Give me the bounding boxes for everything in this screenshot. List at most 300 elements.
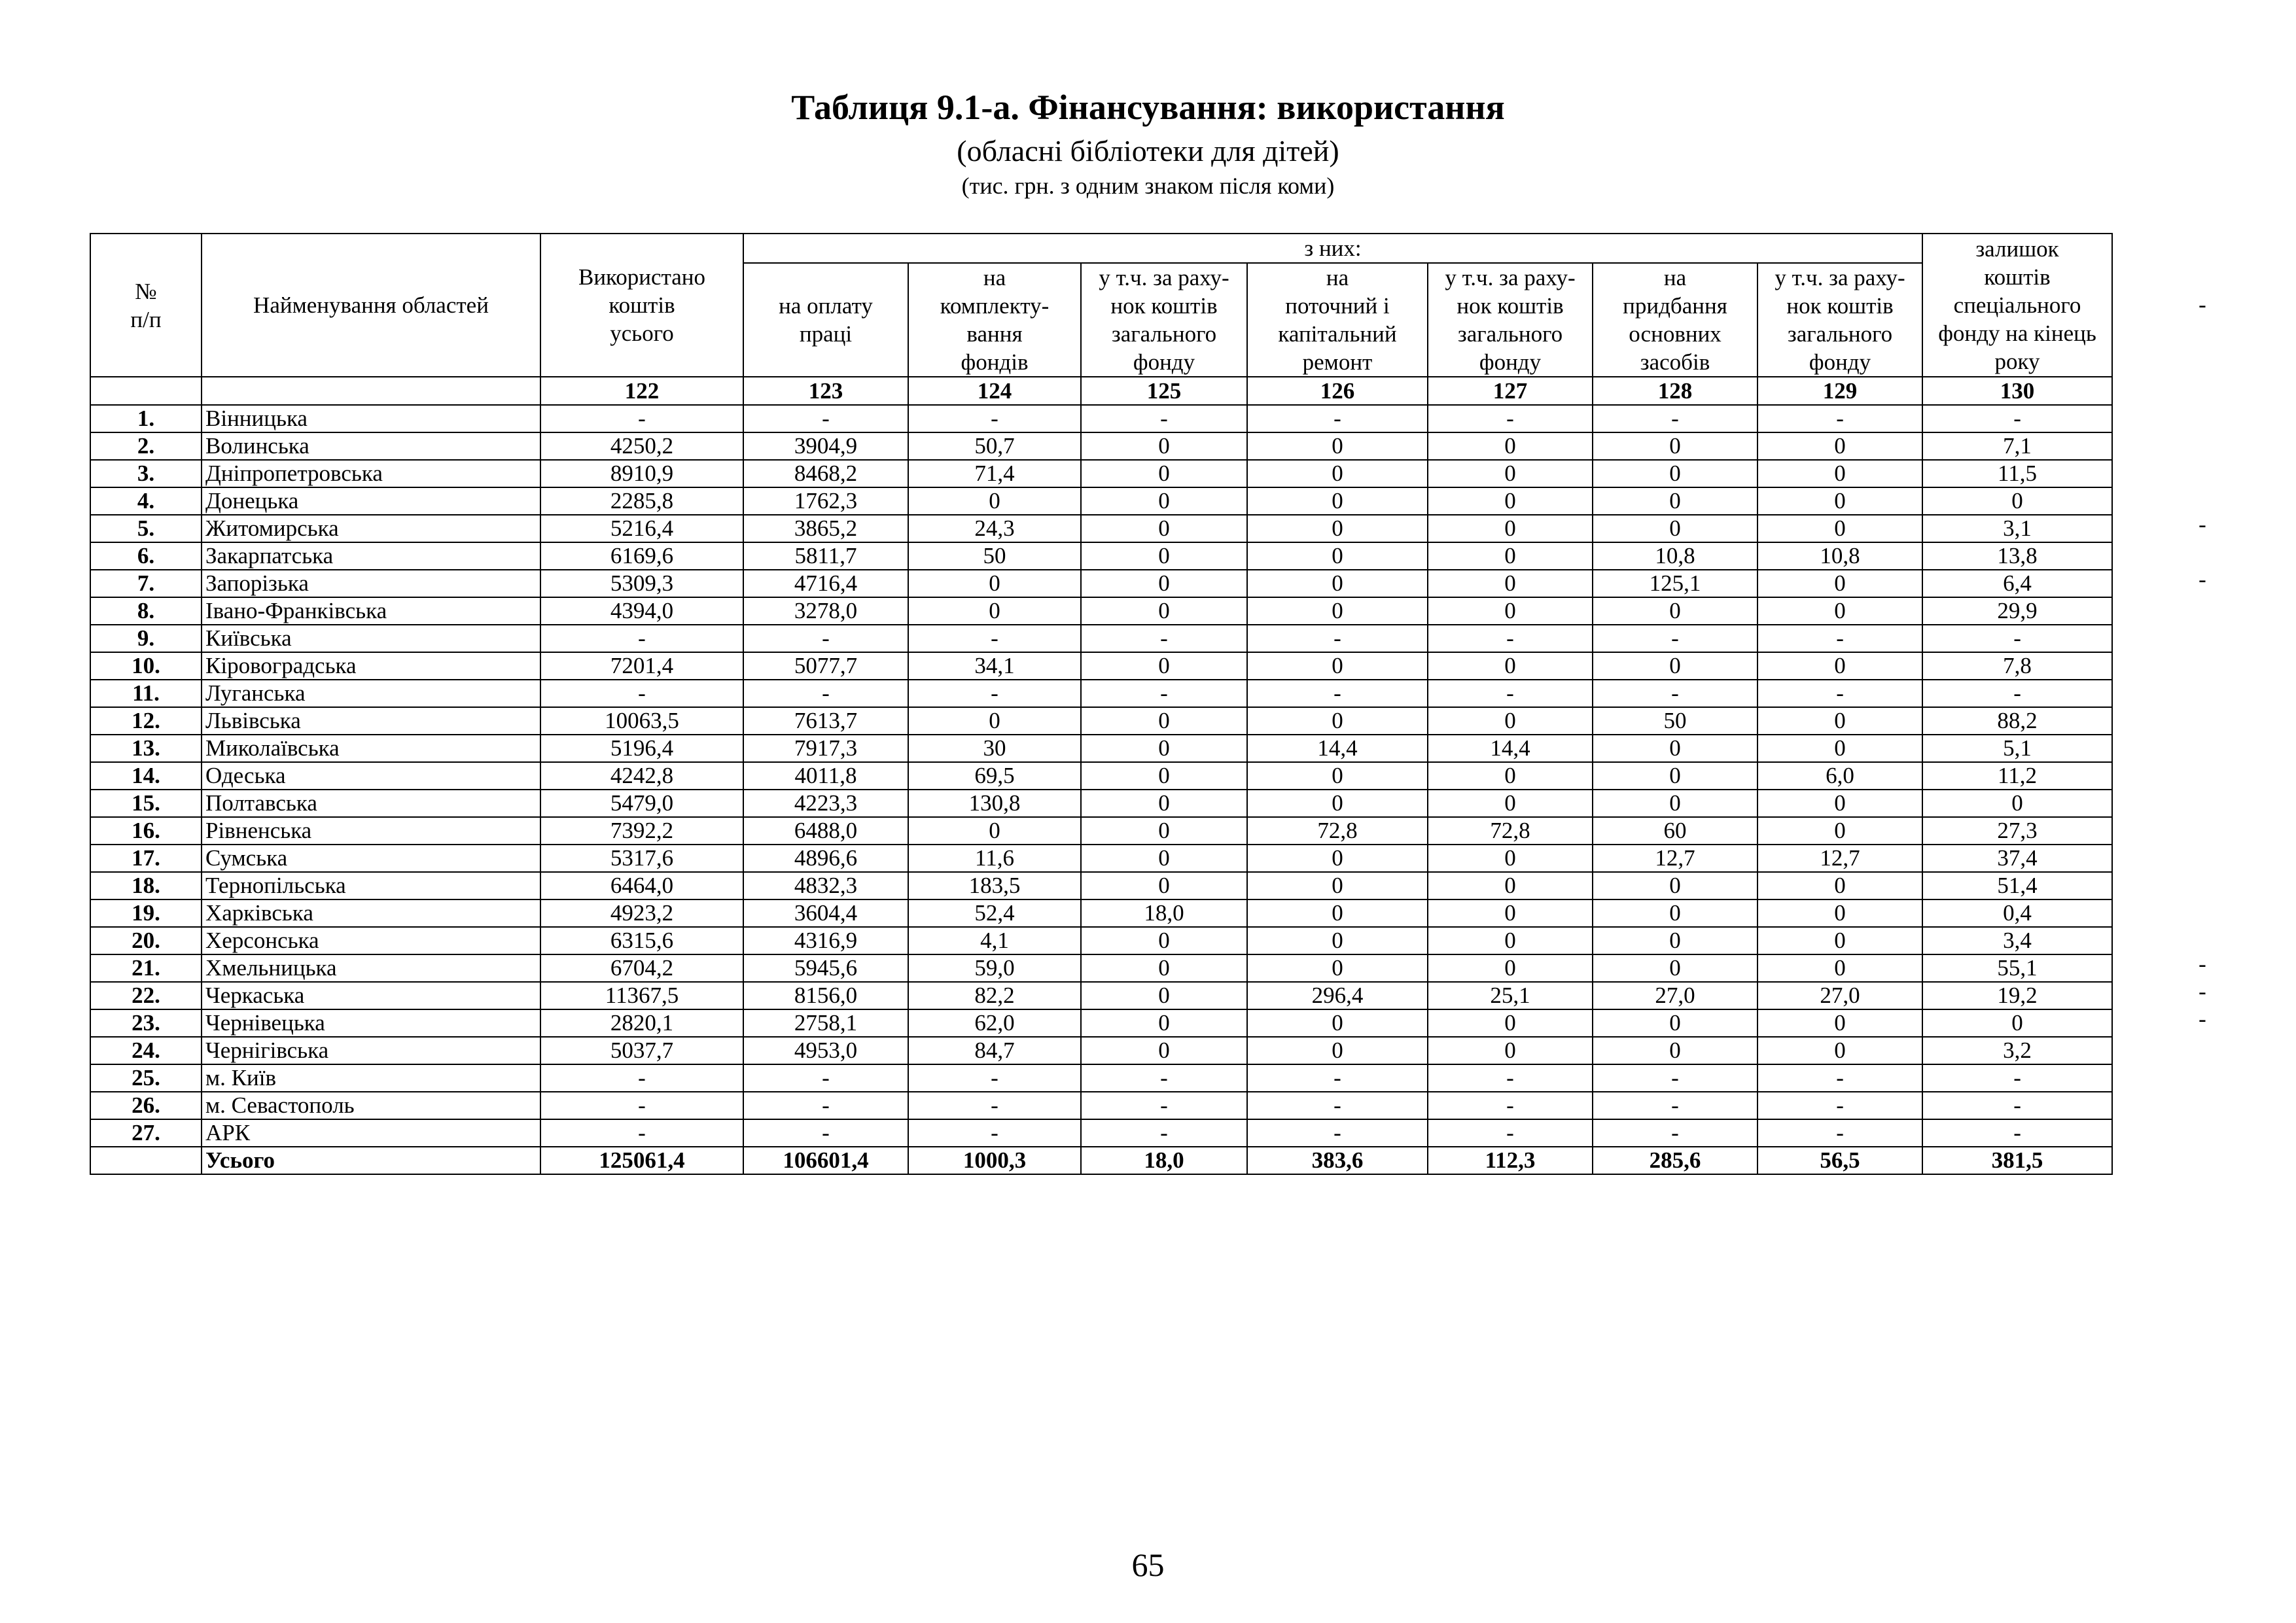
value-cell: 130,8 xyxy=(908,790,1081,817)
value-cell: 27,3 xyxy=(1922,817,2112,845)
value-cell: - xyxy=(1757,1064,1922,1092)
value-cell: - xyxy=(1081,680,1247,707)
table-row xyxy=(90,735,2112,762)
value-cell: 6,0 xyxy=(1757,762,1922,790)
region-name: Одеська xyxy=(202,762,540,790)
value-cell: 0 xyxy=(1757,570,1922,597)
header-assets-general xyxy=(1757,263,1922,377)
value-cell: 11,5 xyxy=(1922,460,2112,487)
value-cell: - xyxy=(1757,405,1922,432)
table-row xyxy=(90,872,2112,899)
value-cell: 24,3 xyxy=(908,515,1081,542)
table-row xyxy=(90,680,2112,707)
row-index: 13. xyxy=(90,735,202,762)
value-cell: 0 xyxy=(1757,899,1922,927)
value-cell: - xyxy=(540,1092,743,1119)
value-cell: 0 xyxy=(1081,597,1247,625)
value-cell: 4394,0 xyxy=(540,597,743,625)
row-index: 27. xyxy=(90,1119,202,1147)
table-row xyxy=(90,597,2112,625)
value-cell: 11,6 xyxy=(908,845,1081,872)
value-cell: 0 xyxy=(1081,845,1247,872)
value-cell: 0 xyxy=(1593,597,1757,625)
column-number: 126 xyxy=(1247,377,1428,405)
row-index: 15. xyxy=(90,790,202,817)
table-row xyxy=(90,1037,2112,1064)
table-title: Таблиця 9.1-а. Фінансування: використання xyxy=(791,88,1505,127)
value-cell: 0 xyxy=(1428,570,1593,597)
table-row xyxy=(90,1009,2112,1037)
value-cell: 4,1 xyxy=(908,927,1081,954)
value-cell: 2758,1 xyxy=(743,1009,908,1037)
value-cell: 7,8 xyxy=(1922,652,2112,680)
table-row xyxy=(90,762,2112,790)
region-name: Полтавська xyxy=(202,790,540,817)
value-cell: - xyxy=(908,1119,1081,1147)
value-cell: - xyxy=(1081,405,1247,432)
value-cell: - xyxy=(743,405,908,432)
value-cell: - xyxy=(1247,1119,1428,1147)
value-cell: 5037,7 xyxy=(540,1037,743,1064)
value-cell: 10063,5 xyxy=(540,707,743,735)
header-region-label: Найменування областей xyxy=(253,292,489,318)
column-number-blank xyxy=(202,377,540,405)
value-cell: 72,8 xyxy=(1428,817,1593,845)
value-cell: 72,8 xyxy=(1247,817,1428,845)
value-cell: 6169,6 xyxy=(540,542,743,570)
row-index: 16. xyxy=(90,817,202,845)
column-number-blank xyxy=(90,377,202,405)
value-cell: - xyxy=(1593,1064,1757,1092)
value-cell: 5309,3 xyxy=(540,570,743,597)
value-cell: 0 xyxy=(1247,845,1428,872)
region-name: Дніпропетровська xyxy=(202,460,540,487)
value-cell: 2820,1 xyxy=(540,1009,743,1037)
region-name: Усього xyxy=(202,1147,540,1174)
row-index: 11. xyxy=(90,680,202,707)
value-cell: 0 xyxy=(1428,652,1593,680)
value-cell: - xyxy=(540,680,743,707)
value-cell: - xyxy=(743,1119,908,1147)
value-cell: 0 xyxy=(1922,1009,2112,1037)
value-cell: 0 xyxy=(1428,927,1593,954)
value-cell: 0 xyxy=(1247,570,1428,597)
row-index: 17. xyxy=(90,845,202,872)
row-index: 21. xyxy=(90,954,202,982)
value-cell: - xyxy=(1922,1064,2112,1092)
value-cell: - xyxy=(1593,405,1757,432)
value-cell: 0 xyxy=(908,570,1081,597)
region-name: Сумська xyxy=(202,845,540,872)
value-cell: 0 xyxy=(1593,872,1757,899)
value-cell: - xyxy=(1247,1092,1428,1119)
value-cell: 50 xyxy=(908,542,1081,570)
value-cell: 0 xyxy=(1428,432,1593,460)
header-assets-label: на придбання основних засобів xyxy=(1623,265,1727,375)
value-cell: - xyxy=(540,1064,743,1092)
value-cell: 5479,0 xyxy=(540,790,743,817)
region-name: Тернопільська xyxy=(202,872,540,899)
value-cell: 0 xyxy=(1247,1009,1428,1037)
table-row xyxy=(90,432,2112,460)
value-cell: - xyxy=(743,1064,908,1092)
value-cell: 4896,6 xyxy=(743,845,908,872)
region-name: Харківська xyxy=(202,899,540,927)
value-cell: 3,2 xyxy=(1922,1037,2112,1064)
value-cell: 0 xyxy=(1428,762,1593,790)
value-cell: 0 xyxy=(1247,460,1428,487)
value-cell: 112,3 xyxy=(1428,1147,1593,1174)
value-cell: 1000,3 xyxy=(908,1147,1081,1174)
value-cell: 27,0 xyxy=(1593,982,1757,1009)
table-row xyxy=(90,487,2112,515)
value-cell: - xyxy=(1428,405,1593,432)
table-row xyxy=(90,570,2112,597)
value-cell: 383,6 xyxy=(1247,1147,1428,1174)
table-row xyxy=(90,460,2112,487)
header-salary xyxy=(743,263,908,377)
value-cell: 5,1 xyxy=(1922,735,2112,762)
region-name: АРК xyxy=(202,1119,540,1147)
value-cell: 0 xyxy=(1593,487,1757,515)
table-row xyxy=(90,1064,2112,1092)
value-cell: 0 xyxy=(1247,790,1428,817)
value-cell: 0 xyxy=(1247,899,1428,927)
header-region xyxy=(202,234,540,377)
value-cell: 0 xyxy=(1757,515,1922,542)
value-cell: 11367,5 xyxy=(540,982,743,1009)
value-cell: 71,4 xyxy=(908,460,1081,487)
margin-dash: - xyxy=(2199,979,2206,1004)
row-index: 7. xyxy=(90,570,202,597)
row-index: 5. xyxy=(90,515,202,542)
header-number-label: № п/п xyxy=(130,278,162,332)
header-repair-general-label: у т.ч. за раху- нок коштів загального фонду xyxy=(1445,265,1576,375)
header-balance-label: залишок коштів спеціального фонду на кінець року xyxy=(1938,236,2096,374)
margin-dash: - xyxy=(2199,567,2206,592)
value-cell: 0 xyxy=(1081,817,1247,845)
table-row xyxy=(90,954,2112,982)
value-cell: 0 xyxy=(1593,1009,1757,1037)
value-cell: - xyxy=(1757,1119,1922,1147)
value-cell: - xyxy=(540,625,743,652)
table-row xyxy=(90,542,2112,570)
value-cell: 1762,3 xyxy=(743,487,908,515)
value-cell: - xyxy=(1428,680,1593,707)
value-cell: - xyxy=(1428,1119,1593,1147)
value-cell: 4250,2 xyxy=(540,432,743,460)
header-acquisition-label: на комплекту- вання фондів xyxy=(940,265,1050,375)
row-index: 19. xyxy=(90,899,202,927)
region-name: Черкаська xyxy=(202,982,540,1009)
value-cell: 0 xyxy=(1593,790,1757,817)
value-cell: 0 xyxy=(1428,542,1593,570)
value-cell: 7392,2 xyxy=(540,817,743,845)
value-cell: 18,0 xyxy=(1081,899,1247,927)
margin-dash: - xyxy=(2199,951,2206,977)
value-cell: 4923,2 xyxy=(540,899,743,927)
table-row xyxy=(90,927,2112,954)
value-cell: 0 xyxy=(1081,1009,1247,1037)
value-cell: 285,6 xyxy=(1593,1147,1757,1174)
margin-dash: - xyxy=(2199,512,2206,537)
row-index: 10. xyxy=(90,652,202,680)
row-index: 2. xyxy=(90,432,202,460)
value-cell: 11,2 xyxy=(1922,762,2112,790)
value-cell: 0 xyxy=(1593,515,1757,542)
value-cell: 13,8 xyxy=(1922,542,2112,570)
margin-dash: - xyxy=(2199,1006,2206,1032)
region-name: Рівненська xyxy=(202,817,540,845)
financing-table xyxy=(90,233,2113,1175)
value-cell: 30 xyxy=(908,735,1081,762)
header-group-label: з них: xyxy=(1304,236,1362,261)
value-cell: 25,1 xyxy=(1428,982,1593,1009)
table-row xyxy=(90,1092,2112,1119)
table-row xyxy=(90,817,2112,845)
value-cell: 10,8 xyxy=(1757,542,1922,570)
value-cell: 0 xyxy=(1081,954,1247,982)
table-row xyxy=(90,405,2112,432)
column-number: 124 xyxy=(908,377,1081,405)
value-cell: 0 xyxy=(1081,762,1247,790)
region-name: Луганська xyxy=(202,680,540,707)
value-cell: 0 xyxy=(1081,735,1247,762)
table-row xyxy=(90,845,2112,872)
value-cell: 0 xyxy=(1428,1037,1593,1064)
value-cell: - xyxy=(1081,625,1247,652)
value-cell: - xyxy=(1081,1119,1247,1147)
header-repair-general xyxy=(1428,263,1593,377)
value-cell: 0 xyxy=(1593,460,1757,487)
value-cell: - xyxy=(1922,405,2112,432)
value-cell: 0 xyxy=(1081,570,1247,597)
value-cell: 6315,6 xyxy=(540,927,743,954)
value-cell: 0 xyxy=(1081,790,1247,817)
value-cell: 82,2 xyxy=(908,982,1081,1009)
header-assets xyxy=(1593,263,1757,377)
value-cell: 4242,8 xyxy=(540,762,743,790)
value-cell: 5216,4 xyxy=(540,515,743,542)
value-cell: 0 xyxy=(1428,1009,1593,1037)
value-cell: 0 xyxy=(1593,1037,1757,1064)
units-note: (тис. грн. з одним знаком після коми) xyxy=(961,173,1335,199)
value-cell: 0 xyxy=(1757,927,1922,954)
row-index: 4. xyxy=(90,487,202,515)
value-cell: - xyxy=(1081,1064,1247,1092)
value-cell: 6464,0 xyxy=(540,872,743,899)
column-number: 125 xyxy=(1081,377,1247,405)
value-cell: 7917,3 xyxy=(743,735,908,762)
value-cell: - xyxy=(908,1092,1081,1119)
value-cell: - xyxy=(1922,680,2112,707)
region-name: Запорізька xyxy=(202,570,540,597)
value-cell: 3,1 xyxy=(1922,515,2112,542)
value-cell: 10,8 xyxy=(1593,542,1757,570)
value-cell: 4223,3 xyxy=(743,790,908,817)
value-cell: 27,0 xyxy=(1757,982,1922,1009)
value-cell: 0 xyxy=(1593,432,1757,460)
value-cell: 12,7 xyxy=(1593,845,1757,872)
value-cell: 2285,8 xyxy=(540,487,743,515)
value-cell: - xyxy=(1247,625,1428,652)
value-cell: 5811,7 xyxy=(743,542,908,570)
header-acquisition-general xyxy=(1081,263,1247,377)
value-cell: 12,7 xyxy=(1757,845,1922,872)
row-index: 23. xyxy=(90,1009,202,1037)
value-cell: 0 xyxy=(1428,515,1593,542)
value-cell: 0 xyxy=(1428,460,1593,487)
value-cell: 125,1 xyxy=(1593,570,1757,597)
value-cell: 3,4 xyxy=(1922,927,2112,954)
value-cell: 0 xyxy=(1593,735,1757,762)
value-cell: 0 xyxy=(1081,652,1247,680)
header-salary-label: на оплату праці xyxy=(779,293,873,347)
value-cell: 6704,2 xyxy=(540,954,743,982)
value-cell: 4316,9 xyxy=(743,927,908,954)
region-name: м. Київ xyxy=(202,1064,540,1092)
value-cell: 0 xyxy=(1428,845,1593,872)
value-cell: 5077,7 xyxy=(743,652,908,680)
value-cell: 51,4 xyxy=(1922,872,2112,899)
value-cell: 14,4 xyxy=(1247,735,1428,762)
row-index: 26. xyxy=(90,1092,202,1119)
value-cell: 34,1 xyxy=(908,652,1081,680)
table-subtitle: (обласні бібліотеки для дітей) xyxy=(957,134,1339,167)
value-cell: 6,4 xyxy=(1922,570,2112,597)
value-cell: - xyxy=(1593,1119,1757,1147)
table-row xyxy=(90,899,2112,927)
value-cell: 381,5 xyxy=(1922,1147,2112,1174)
value-cell: 7,1 xyxy=(1922,432,2112,460)
value-cell: - xyxy=(1593,625,1757,652)
value-cell: 0 xyxy=(908,597,1081,625)
value-cell: 6488,0 xyxy=(743,817,908,845)
row-index: 24. xyxy=(90,1037,202,1064)
value-cell: 14,4 xyxy=(1428,735,1593,762)
value-cell: 3278,0 xyxy=(743,597,908,625)
value-cell: 4011,8 xyxy=(743,762,908,790)
value-cell: 0 xyxy=(1593,652,1757,680)
value-cell: 60 xyxy=(1593,817,1757,845)
value-cell: - xyxy=(540,1119,743,1147)
value-cell: 0 xyxy=(908,817,1081,845)
value-cell: 0 xyxy=(1247,515,1428,542)
row-index: 18. xyxy=(90,872,202,899)
value-cell: 8468,2 xyxy=(743,460,908,487)
value-cell: 7201,4 xyxy=(540,652,743,680)
region-name: Хмельницька xyxy=(202,954,540,982)
value-cell: 0 xyxy=(1081,460,1247,487)
value-cell: 0 xyxy=(1428,487,1593,515)
value-cell: 7613,7 xyxy=(743,707,908,735)
value-cell: 3604,4 xyxy=(743,899,908,927)
value-cell: 0 xyxy=(1081,982,1247,1009)
value-cell: 0 xyxy=(1081,542,1247,570)
value-cell: 8156,0 xyxy=(743,982,908,1009)
region-name: Чернівецька xyxy=(202,1009,540,1037)
header-used-total xyxy=(540,234,743,377)
value-cell: 0 xyxy=(1247,927,1428,954)
value-cell: 0 xyxy=(1428,790,1593,817)
value-cell: 0 xyxy=(1757,432,1922,460)
value-cell: 0 xyxy=(1922,790,2112,817)
value-cell: - xyxy=(743,680,908,707)
page-number: 65 xyxy=(1131,1546,1165,1583)
header-used-total-label: Використано коштів усього xyxy=(578,264,706,346)
table-row xyxy=(90,707,2112,735)
value-cell: - xyxy=(1428,1092,1593,1119)
value-cell: 0 xyxy=(1593,954,1757,982)
value-cell: - xyxy=(1593,1092,1757,1119)
value-cell: 0 xyxy=(1428,954,1593,982)
value-cell: 0 xyxy=(1247,707,1428,735)
value-cell: 0 xyxy=(1081,1037,1247,1064)
value-cell: 0 xyxy=(908,487,1081,515)
value-cell: 0 xyxy=(1081,927,1247,954)
region-name: Чернігівська xyxy=(202,1037,540,1064)
value-cell: - xyxy=(1428,625,1593,652)
column-number: 122 xyxy=(540,377,743,405)
table-row xyxy=(90,652,2112,680)
value-cell: 0 xyxy=(1428,872,1593,899)
value-cell: 125061,4 xyxy=(540,1147,743,1174)
header-acquisition-general-label: у т.ч. за раху- нок коштів загального фонду xyxy=(1099,265,1229,375)
value-cell: 0 xyxy=(1593,899,1757,927)
region-name: Львівська xyxy=(202,707,540,735)
value-cell: 0 xyxy=(1593,927,1757,954)
table-row xyxy=(90,625,2112,652)
value-cell: 19,2 xyxy=(1922,982,2112,1009)
row-index: 1. xyxy=(90,405,202,432)
value-cell: 0 xyxy=(1428,707,1593,735)
header-group xyxy=(743,234,1922,263)
value-cell: 0 xyxy=(1247,597,1428,625)
region-name: Кіровоградська xyxy=(202,652,540,680)
value-cell: - xyxy=(1757,625,1922,652)
header-number xyxy=(90,234,202,377)
column-number-row xyxy=(90,377,2112,405)
value-cell: 0 xyxy=(1428,899,1593,927)
region-name: Миколаївська xyxy=(202,735,540,762)
value-cell: 29,9 xyxy=(1922,597,2112,625)
region-name: Вінницька xyxy=(202,405,540,432)
value-cell: 0 xyxy=(1757,597,1922,625)
value-cell: 50 xyxy=(1593,707,1757,735)
value-cell: 0 xyxy=(908,707,1081,735)
region-name: Київська xyxy=(202,625,540,652)
row-index: 6. xyxy=(90,542,202,570)
value-cell: 0 xyxy=(1757,1037,1922,1064)
value-cell: 5317,6 xyxy=(540,845,743,872)
value-cell: 0 xyxy=(1757,487,1922,515)
value-cell: - xyxy=(908,625,1081,652)
value-cell: 4832,3 xyxy=(743,872,908,899)
value-cell: - xyxy=(908,1064,1081,1092)
value-cell: 56,5 xyxy=(1757,1147,1922,1174)
row-index: 9. xyxy=(90,625,202,652)
value-cell: - xyxy=(1247,680,1428,707)
value-cell: - xyxy=(540,405,743,432)
value-cell: 0 xyxy=(1757,817,1922,845)
value-cell: 62,0 xyxy=(908,1009,1081,1037)
value-cell: 5945,6 xyxy=(743,954,908,982)
value-cell: 0 xyxy=(1247,762,1428,790)
row-index: 3. xyxy=(90,460,202,487)
column-number: 127 xyxy=(1428,377,1593,405)
value-cell: - xyxy=(1922,1092,2112,1119)
column-number: 130 xyxy=(1922,377,2112,405)
